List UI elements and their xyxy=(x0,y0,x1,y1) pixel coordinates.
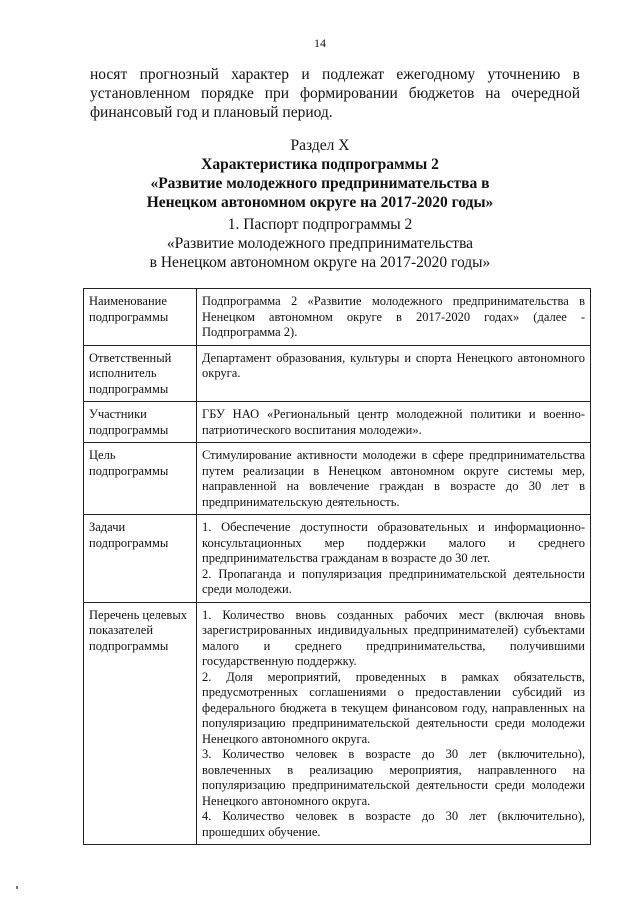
row-value xyxy=(197,515,591,603)
row-value-item: 2. Доля мероприятий, проведенных в рамках обязательств, предусмотренных соглашениями о предоставлении субсидий из федерального бюджета в текущем финансовом году, направленных на популяризацию предпринимательской деятельности среди молодежи Ненецкого автономного округа. xyxy=(202,669,585,746)
passport-heading xyxy=(0,215,640,272)
intro-paragraph xyxy=(90,65,580,122)
row-value-item: 1. Обеспечение доступности образовательных и информационно-консультационных мер поддержки малого и среднего предпринимательства гражданам в возрасте до 30 лет. xyxy=(202,520,585,565)
row-value xyxy=(197,289,591,346)
scan-mark xyxy=(16,886,18,889)
page-number: 14 xyxy=(314,36,326,50)
table-row xyxy=(84,402,591,443)
table-row xyxy=(84,602,591,845)
intro-line: носят прогнозный характер и подлежат ежегодному уточнению в xyxy=(90,66,580,83)
row-value-item: Департамент образования, культуры и спорта Ненецкого автономного округа. xyxy=(202,350,585,380)
row-value-item: ГБУ НАО «Региональный центр молодежной политики и военно-патриотического воспитания молодежи». xyxy=(202,407,585,437)
intro-line: установленном порядке при формировании бюджетов на очередной xyxy=(90,85,580,102)
row-value-item: 1. Количество вновь созданных рабочих мест (включая вновь зарегистрированных индивидуальных предпринимателей) субъектами малого и среднего предпринимательства, получившими государственную поддержку. xyxy=(202,607,585,668)
row-label: Цель подпрограммы xyxy=(84,443,197,515)
row-value xyxy=(197,602,591,845)
row-value-item: 4. Количество человек в возрасте до 30 лет (включительно), прошедших обучение. xyxy=(202,809,585,839)
passport-title-line: в Ненецком автономном округе на 2017-2020 годы» xyxy=(149,254,491,271)
section-title-line: Ненецком автономном округе на 2017-2020 годы» xyxy=(146,194,494,211)
section-number: Раздел X xyxy=(290,137,350,154)
table-row xyxy=(84,289,591,346)
row-label: Участники подпрограммы xyxy=(84,402,197,443)
row-label: Перечень целевых показателей подпрограммы xyxy=(84,602,197,845)
intro-line: финансовый год и плановый период. xyxy=(90,104,333,121)
passport-title-line: 1. Паспорт подпрограммы 2 xyxy=(227,216,413,233)
row-value-item: Стимулирование активности молодежи в сфере предпринимательства путем реализации в Ненецком автономном округе системы мер, направленной на вовлечение граждан в возрасте до 30 лет в предпринимательскую деятельность. xyxy=(202,448,585,509)
row-value-item: Подпрограмма 2 «Развитие молодежного предпринимательства в Ненецком автономном округе в 2017-2020 годах» (далее - Подпрограмма 2). xyxy=(202,294,585,339)
row-value xyxy=(197,345,591,402)
section-heading xyxy=(0,136,640,212)
section-title-line: Характеристика подпрограммы 2 xyxy=(201,156,439,173)
passport-table xyxy=(83,288,591,845)
row-label: Ответственный исполнитель подпрограммы xyxy=(84,345,197,402)
row-label: Наименование подпрограммы xyxy=(84,289,197,346)
row-value-item: 3. Количество человек в возрасте до 30 лет (включительно), вовлеченных в реализацию мероприятия, направленного на популяризацию предпринимательской деятельности среди молодежи Ненецкого автономного округа. xyxy=(202,747,585,808)
section-title-line: «Развитие молодежного предпринимательства в xyxy=(150,175,490,192)
table-row xyxy=(84,443,591,515)
row-value xyxy=(197,443,591,515)
table-row xyxy=(84,345,591,402)
row-value xyxy=(197,402,591,443)
row-value-item: 2. Пропаганда и популяризация предпринимательской деятельности среди молодежи. xyxy=(202,566,585,596)
passport-title-line: «Развитие молодежного предпринимательства xyxy=(166,235,474,252)
row-label: Задачи подпрограммы xyxy=(84,515,197,603)
table-row xyxy=(84,515,591,603)
